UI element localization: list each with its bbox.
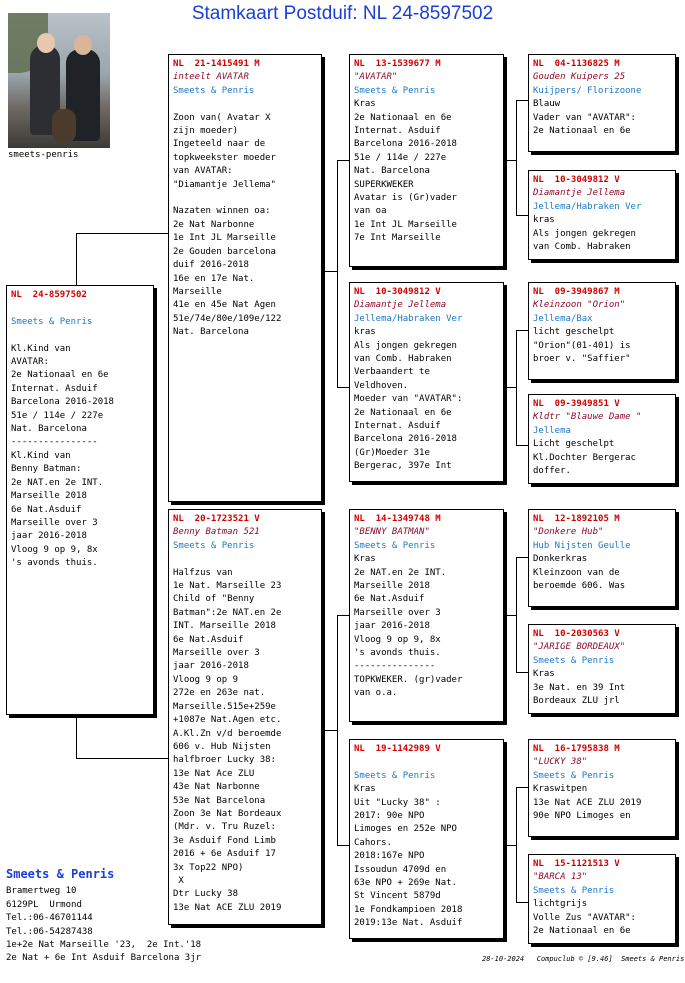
info-line: 606 v. Hub Nijsten (173, 741, 271, 752)
info-line: Halfzus van (173, 567, 233, 578)
pigeon-card-mother (168, 509, 322, 925)
pigeon-card-mmf (528, 739, 676, 837)
info-line: 1e Fondkampioen 2018 (354, 904, 463, 915)
info-line: Limoges en 252e NPO (354, 824, 457, 835)
info-line: Nazaten winnen oa: (173, 206, 271, 217)
info-line: 6e Nat.Asduif (354, 594, 425, 605)
info-line: Marseille 2018 (11, 491, 87, 502)
info-line: --------------- (354, 661, 436, 672)
connector-line (76, 233, 77, 287)
info-line: licht geschelpt (533, 327, 615, 338)
owner-label: Smeets & Penris (533, 885, 615, 896)
info-line: Nat. Barcelona (354, 166, 430, 177)
owner-label: Smeets & Penris (354, 770, 436, 781)
info-line: 90e NPO Limoges en (533, 811, 631, 822)
info-line: 2e Gouden barcelona (173, 246, 276, 257)
connector-line (516, 330, 517, 445)
info-line: zijn moeder) (173, 126, 239, 137)
pigeon-card-fm (349, 282, 504, 482)
connector-line (504, 845, 516, 846)
ring-number: NL 15-1121513 V (533, 859, 620, 869)
info-line: duif 2016-2018 (173, 260, 249, 271)
pigeon-name: Diamantje Jellema (533, 188, 626, 199)
info-line: van oa (354, 206, 387, 217)
info-line: Kras (354, 99, 376, 110)
owner-label: Smeets & Penris (354, 540, 436, 551)
pigeon-card-mfm (528, 624, 676, 714)
info-line: Nat. Barcelona (173, 327, 249, 338)
pigeon-card-mf (349, 509, 504, 722)
photo-caption: smeets-penris (8, 150, 79, 160)
info-line: St Vincent 5879d (354, 891, 441, 902)
pigeon-card-father (168, 54, 322, 502)
owner-label: Hub Nijsten Geulle (533, 540, 631, 551)
info-line: 1e Int JL Marseille (173, 233, 276, 244)
connector-line (516, 557, 528, 558)
info-line: Internat. Asduif (354, 421, 441, 432)
info-line: Zoon 3e Nat Bordeaux (173, 808, 282, 819)
info-line: Als jongen gekregen (533, 228, 636, 239)
info-line: 2e NAT.en 2e INT. (11, 477, 104, 488)
info-line (173, 98, 317, 111)
info-line: "Diamantje Jellema" (173, 179, 276, 190)
connector-line (516, 100, 528, 101)
info-line: Blauw (533, 99, 561, 110)
info-line: halfbroer Lucky 38: (173, 755, 276, 766)
info-line: Uit "Lucky 38" : (354, 797, 441, 808)
connector-line (337, 160, 349, 161)
info-line: beroemde 606. Was (533, 581, 626, 592)
info-line: ---------------- (11, 437, 98, 448)
info-line: van Comb. Habraken (354, 354, 452, 365)
owner-name: Smeets & Penris (6, 867, 115, 881)
info-line: Kl.Kind van (11, 450, 71, 461)
connector-line (516, 787, 528, 788)
info-line: Marseille over 3 (354, 607, 441, 618)
owner-label: Smeets & Penris (354, 85, 436, 96)
connector-line (337, 845, 349, 846)
owner-line: 2e Nat + 6e Int Asduif Barcelona 3jr (6, 953, 202, 964)
ring-number: NL 14-1349748 M (354, 514, 441, 524)
info-line: 2018:167e NPO (354, 851, 425, 862)
info-line: 2016 + 6e Asduif 17 (173, 849, 276, 860)
info-line: Zoon van( Avatar X (173, 112, 271, 123)
pigeon-name: Diamantje Jellema (354, 300, 447, 311)
info-line: Vloog 9 op 9, 8x (11, 544, 98, 555)
info-line: Barcelona 2016-2018 (11, 397, 114, 408)
info-line: 51e / 114e / 227e (354, 152, 447, 163)
pigeon-name: inteelt AVATAR (173, 72, 249, 83)
info-line: 3e Nat. en 39 Int (533, 682, 626, 693)
info-line: 51e/74e/80e/109e/122 (173, 313, 282, 324)
ring-number: NL 12-1892105 M (533, 514, 620, 524)
spacer (11, 329, 149, 342)
info-line: 13e Nat ACE ZLU 2019 (533, 797, 642, 808)
info-line: Marseille over 3 (173, 648, 260, 659)
info-line: Vader van "AVATAR": (533, 112, 636, 123)
pigeon-name: "JARIGE BORDEAUX" (533, 642, 626, 653)
owner-label: Smeets & Penris (173, 85, 255, 96)
info-line: +1087e Nat.Agen etc. (173, 715, 282, 726)
connector-line (322, 271, 337, 272)
ring-number: NL 16-1795838 M (533, 744, 620, 754)
connector-line (504, 160, 516, 161)
ring-number: NL 20-1723521 V (173, 514, 260, 524)
pigeon-name: Gouden Kuipers 25 (533, 72, 626, 83)
info-line: 's avonds thuis. (354, 648, 441, 659)
pigeon-name: Kldtr "Blauwe Dame " (533, 412, 642, 423)
info-line: Marseille (173, 286, 222, 297)
ring-number: NL 09-3949851 V (533, 399, 620, 409)
info-line: Kraswitpen (533, 784, 588, 795)
info-line: Bergerac, 397e Int (354, 461, 452, 472)
info-line: 2e Nationaal en 6e (354, 112, 452, 123)
connector-line (516, 330, 528, 331)
pigeon-card-fff (528, 54, 676, 152)
info-line: doffer. (533, 466, 571, 477)
info-line: 2017: 90e NPO (354, 811, 425, 822)
info-line: 272e en 263e nat. (173, 688, 266, 699)
connector-line (504, 615, 516, 616)
info-line: 1e Nat. Marseille 23 (173, 581, 282, 592)
owner-label: Smeets & Penris (11, 316, 93, 327)
pigeon-name: Benny Batman 521 (173, 527, 260, 538)
connector-line (76, 712, 77, 758)
info-line: Marseille.515e+259e (173, 701, 276, 712)
info-line: 1e Int JL Marseille (354, 219, 457, 230)
pigeon-card-mm (349, 739, 504, 939)
ring-number: NL 24-8597502 (11, 290, 87, 300)
info-line: (Mdr. v. Tru Ruzel: (173, 822, 276, 833)
owner-label: Smeets & Penris (533, 770, 615, 781)
info-line: Barcelona 2016-2018 (354, 434, 457, 445)
info-line: (Gr)Moeder 31e (354, 447, 430, 458)
info-line: Vloog 9 op 9 (173, 674, 239, 685)
info-line: Batman":2e NAT.en 2e (173, 607, 282, 618)
info-line: 2e Nationaal en 6e (533, 126, 631, 137)
info-line: 6e Nat.Asduif (11, 504, 82, 515)
info-line: X (173, 875, 184, 886)
info-line: 53e Nat Barcelona (173, 795, 266, 806)
info-line: 7e Int Marseille (354, 233, 441, 244)
connector-line (337, 615, 338, 845)
connector-line (516, 672, 528, 673)
owner-label: Jellema/Habraken Ver (533, 201, 642, 212)
pigeon-name: "AVATAR" (354, 72, 398, 83)
info-line: Benny Batman: (11, 464, 82, 475)
footer-credits: 28-10-2024 Compuclub © [9.46] Smeets & Penris (482, 955, 685, 963)
info-line: 2e Nationaal en 6e (354, 407, 452, 418)
owner-label: Jellema/Habraken Ver (354, 313, 463, 324)
info-line: 63e NPO + 269e Nat. (354, 878, 457, 889)
info-line: 51e / 114e / 227e (11, 410, 104, 421)
info-line (173, 192, 317, 205)
connector-line (337, 160, 338, 387)
info-line: INT. Marseille 2018 (173, 621, 276, 632)
owner-line: 1e+2e Nat Marseille '23, 2e Int.'18 (6, 940, 202, 951)
owner-line: Bramertweg 10 (6, 886, 77, 897)
info-line (173, 553, 317, 566)
connector-line (516, 215, 528, 216)
connector-line (337, 615, 349, 616)
info-line: Avatar is (Gr)vader (354, 193, 457, 204)
info-line: Moeder van "AVATAR": (354, 394, 463, 405)
connector-line (76, 233, 168, 234)
info-line: kras (354, 327, 376, 338)
info-line: 16e en 17e Nat. (173, 273, 255, 284)
info-line: Kleinzoon van de (533, 567, 620, 578)
info-line: 41e en 45e Nat Agen (173, 300, 276, 311)
info-line: Kras (533, 669, 555, 680)
info-line: Verbaandert te (354, 367, 430, 378)
owner-line: Tel.:06-46701144 (6, 913, 93, 924)
info-line: Dtr Lucky 38 (173, 889, 239, 900)
info-line: 2e Nationaal en 6e (11, 370, 109, 381)
info-line: Child of "Benny (173, 594, 255, 605)
connector-line (337, 387, 349, 388)
info-line: Als jongen gekregen (354, 340, 457, 351)
info-line: topkweekster moeder (173, 152, 276, 163)
ring-number: NL 13-1539677 M (354, 59, 441, 69)
connector-line (504, 387, 516, 388)
pigeon-name: "LUCKY 38" (533, 757, 588, 768)
info-line: Kl.Dochter Bergerac (533, 452, 636, 463)
info-line: Marseille 2018 (354, 581, 430, 592)
pigeon-card-ff (349, 54, 504, 267)
info-line: Marseille over 3 (11, 517, 98, 528)
pigeon-name: Kleinzoon "Orion" (533, 300, 626, 311)
info-line: Volle Zus "AVATAR": (533, 912, 636, 923)
info-line: van Comb. Habraken (533, 242, 631, 253)
pigeon-card-ffm (528, 170, 676, 260)
info-line: 2e NAT.en 2e INT. (354, 567, 447, 578)
owner-label: Kuijpers/ Florizoone (533, 85, 642, 96)
info-line: jaar 2016-2018 (11, 531, 87, 542)
info-line: Cahors. (354, 837, 392, 848)
ring-number: NL 09-3949867 M (533, 287, 620, 297)
info-line: A.Kl.Zn v/d beroemde (173, 728, 282, 739)
info-line: SUPERKWEKER (354, 179, 414, 190)
info-line: 13e Nat ACE ZLU 2019 (173, 902, 282, 913)
owner-label: Smeets & Penris (173, 540, 255, 551)
pigeon-card-fmf (528, 282, 676, 380)
info-line: kras (533, 215, 555, 226)
info-line: Kl.Kind van (11, 343, 71, 354)
info-line: 3x Top22 NPO) (173, 862, 244, 873)
info-line: Issoudun 4709d en (354, 864, 447, 875)
connector-line (516, 557, 517, 672)
info-line: Internat. Asduif (354, 126, 441, 137)
connector-line (516, 902, 528, 903)
info-line: 43e Nat Narbonne (173, 782, 260, 793)
info-line: TOPKWEKER. (gr)vader (354, 674, 463, 685)
connector-line (516, 100, 517, 215)
info-line: Barcelona 2016-2018 (354, 139, 457, 150)
owner-line: Tel.:06-54287438 (6, 926, 93, 937)
pigeon-card-mmm (528, 854, 676, 944)
ring-number: NL 21-1415491 M (173, 59, 260, 69)
info-line: "Orion"(01-401) is (533, 340, 631, 351)
pigeon-name: "BARCA 13" (533, 872, 588, 883)
ring-number: NL 19-1142989 V (354, 744, 441, 754)
pigeon-card-fmm (528, 394, 676, 484)
info-line: jaar 2016-2018 (354, 621, 430, 632)
info-line: Kras (354, 554, 376, 565)
info-line: 's avonds thuis. (11, 558, 98, 569)
pigeon-card-mff (528, 509, 676, 607)
ring-number: NL 10-3049812 V (354, 287, 441, 297)
ring-number: NL 10-2030563 V (533, 629, 620, 639)
owner-line: 6129PL Urmond (6, 899, 82, 910)
info-line: lichtgrijs (533, 899, 588, 910)
pigeon-name: "Donkere Hub" (533, 527, 604, 538)
info-line: van AVATAR: (173, 166, 233, 177)
owner-label: Jellema (533, 425, 571, 436)
pigeon-name: "BENNY BATMAN" (354, 527, 430, 538)
info-line: 3e Asduif Fond Limb (173, 835, 276, 846)
info-line: Donkerkras (533, 554, 588, 565)
info-line: Bordeaux ZLU jrl (533, 696, 620, 707)
connector-line (76, 758, 168, 759)
pigeon-name (354, 756, 499, 769)
owner-label: Smeets & Penris (533, 655, 615, 666)
spacer (11, 302, 149, 315)
connector-line (516, 445, 528, 446)
ring-number: NL 04-1136825 M (533, 59, 620, 69)
info-line: 6e Nat.Asduif (173, 634, 244, 645)
info-line: Licht geschelpt (533, 439, 615, 450)
info-line: Vloog 9 op 9, 8x (354, 634, 441, 645)
info-line: 2e Nationaal en 6e (533, 926, 631, 937)
info-line: van o.a. (354, 688, 398, 699)
ring-number: NL 10-3049812 V (533, 175, 620, 185)
info-line: Kras (354, 784, 376, 795)
owner-photo (8, 13, 110, 148)
info-line: AVATAR: (11, 357, 49, 368)
info-line: 2e Nat Narbonne (173, 219, 255, 230)
connector-line (322, 730, 337, 731)
info-line: 2019:13e Nat. Asduif (354, 918, 463, 929)
pigeon-card-subject (6, 285, 154, 715)
info-line: Internat. Asduif (11, 383, 98, 394)
page-title: Stamkaart Postduif: NL 24-8597502 (191, 3, 494, 24)
info-line: Ingeteeld naar de (173, 139, 266, 150)
connector-line (516, 787, 517, 902)
info-line: Veldhoven. (354, 380, 409, 391)
info-line: Nat. Barcelona (11, 424, 87, 435)
owner-label: Jellema/Bax (533, 313, 593, 324)
info-line: broer v. "Saffier" (533, 354, 631, 365)
info-line: 13e Nat Ace ZLU (173, 768, 255, 779)
info-line: jaar 2016-2018 (173, 661, 249, 672)
owner-info (6, 868, 201, 966)
